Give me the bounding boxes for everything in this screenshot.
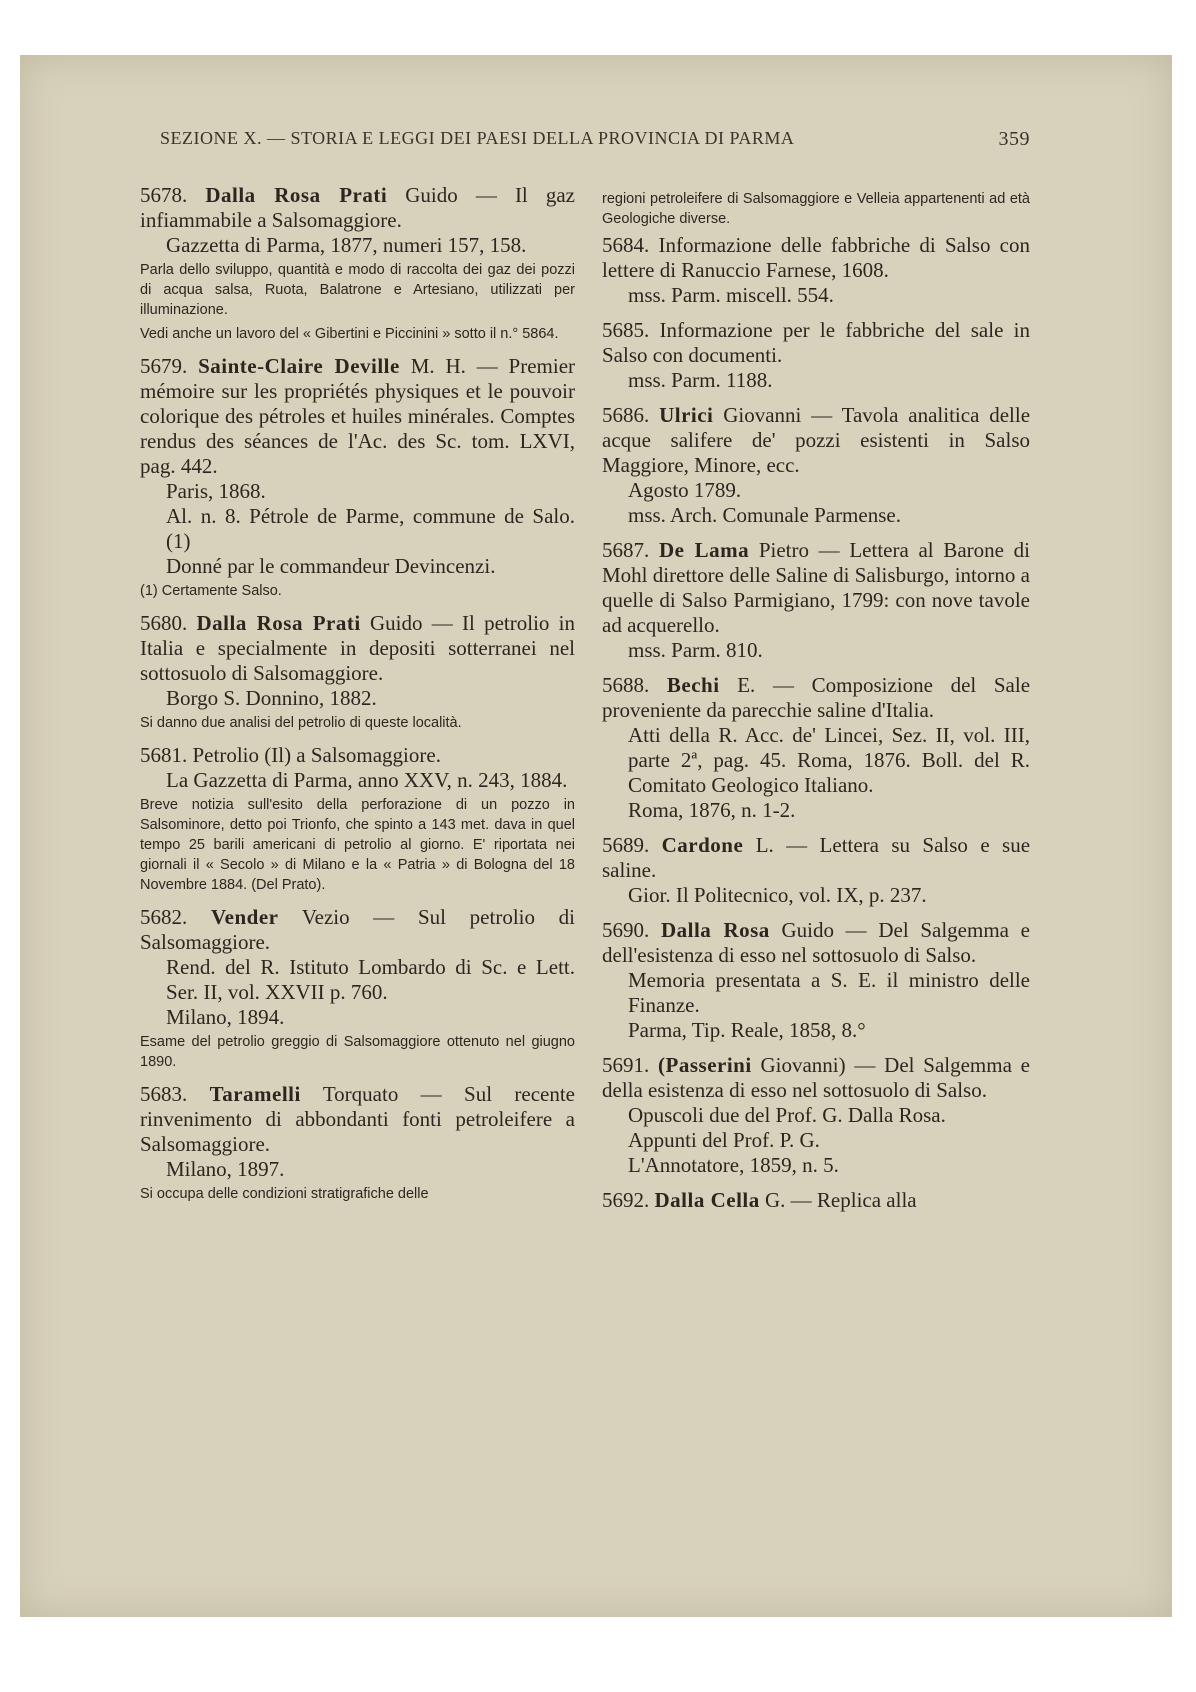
entry-imprint: Parma, Tip. Reale, 1858, 8.° [628,1018,866,1042]
bibliography-entry [140,1082,575,1204]
entry-imprint: Atti della R. Acc. de' Lincei, Sez. II, vol. III, parte 2ª, pag. 45. Roma, 1876. Boll. del R. Comitato Geologico Italiano. [628,723,1030,797]
entry-note: Si occupa delle condizioni stratigrafiche delle [140,1186,429,1202]
bibliography-entry [602,673,1030,823]
entry-author: De Lama [658,538,750,562]
entry-note: (1) Certamente Salso. [140,583,282,599]
bibliography-entry [602,318,1030,393]
entry-number: 5680. [140,611,188,635]
entry-imprint: Opuscoli due del Prof. G. Dalla Rosa. [628,1103,946,1127]
entry-number: 5686. [602,403,650,427]
bibliography-entry [602,918,1030,1043]
entry-number: 5678. [140,183,188,207]
entry-imprint: Al. n. 8. Pétrole de Parme, commune de Salo. (1) [166,504,575,553]
entry-number: 5683. [140,1082,188,1106]
bibliography-entry [602,233,1030,308]
entry-title: Informazione per le fabbriche del sale in Salso con documenti. [602,318,1030,367]
entry-imprint: mss. Parm. 1188. [628,368,773,392]
entry-heading [140,611,575,686]
entry-number: 5690. [602,918,650,942]
entry-heading [602,538,1030,638]
bibliography-entry [140,183,575,344]
entry-title: Petrolio (Il) a Salsomaggiore. [192,743,441,767]
entry-imprint: mss. Parm. miscell. 554. [628,283,834,307]
entry-title: Guido — Il petrolio in Italia e specialmente in depositi sotterranei nel sottosuolo di Salsomaggiore. [140,611,576,685]
entry-author: Ulrici [659,403,714,427]
entry-imprint: Borgo S. Donnino, 1882. [166,686,377,710]
entry-heading [602,1188,1030,1213]
entry-imprint: mss. Parm. 810. [628,638,763,662]
entry-imprint: mss. Arch. Comunale Parmense. [628,503,901,527]
entry-number: 5684. [602,233,650,257]
entry-title: L. — Lettera su Salso e sue saline. [602,833,1031,882]
entry-author: Bechi [666,673,720,697]
entry-number: 5689. [602,833,650,857]
entry-heading [140,1082,575,1157]
entry-title: Guido — Il gaz infiammabile a Salsomaggiore. [140,183,575,232]
bibliography-entry [140,743,575,895]
bibliography-entry [602,403,1030,528]
entry-note: Vedi anche un lavoro del « Gibertini e Piccinini » sotto il n.° 5864. [140,326,559,342]
bibliography-entry [140,905,575,1072]
entry-number: 5687. [602,538,650,562]
entry-author: Taramelli [209,1082,301,1106]
entry-imprint: Gior. Il Politecnico, vol. IX, p. 237. [628,883,927,907]
entry-number: 5681. [140,743,188,767]
entry-imprint: Milano, 1894. [166,1005,285,1029]
entry-author: (Passerini [658,1053,752,1077]
entry-author: Dalla Rosa [660,918,770,942]
entry-title: E. — Composizione del Sale proveniente da parecchie saline d'Italia. [602,673,1031,722]
entry-title: M. H. — Premier mémoire sur les propriétés physiques et le pouvoir colorique des pétroles et huiles minérales. Comptes rendus des séances de l'Ac. des Sc. tom. LXVI, pag. 442. [140,354,576,478]
entry-imprint: Milano, 1897. [166,1157,285,1181]
entry-heading [602,918,1030,968]
bibliography-entry [602,833,1030,908]
bibliography-entry [140,354,575,601]
entry-heading [602,1053,1030,1103]
entry-heading [602,403,1030,478]
bibliography-entry [602,1053,1030,1178]
entry-imprint: L'Annotatore, 1859, n. 5. [628,1153,839,1177]
entry-heading [140,183,575,233]
continued-note: regioni petroleifere di Salsomaggiore e Velleia appartenenti ad età Geologiche diverse. [602,191,1030,227]
entry-title: Torquato — Sul recente rinvenimento di abbondanti fonti petroleifere a Salsomaggiore. [140,1082,576,1156]
entry-author: Dalla Cella [654,1188,760,1212]
entry-heading [140,905,575,955]
right-column [602,187,1030,1223]
entry-imprint: Roma, 1876, n. 1-2. [628,798,796,822]
entry-imprint: Appunti del Prof. P. G. [628,1128,820,1152]
entry-note: Esame del petrolio greggio di Salsomaggiore ottenuto nel giugno 1890. [140,1034,575,1070]
entry-title: Pietro — Lettera al Barone di Mohl direttore delle Saline di Salisburgo, intorno a quelle di Salso Parmigiano, 1799: con nove tavole ad acquerello. [602,538,1030,637]
entry-note: Si danno due analisi del petrolio di queste località. [140,715,462,731]
entry-title: G. — Replica alla [765,1188,917,1212]
left-column [140,183,575,1214]
entry-note: Parla dello sviluppo, quantità e modo di raccolta dei gaz dei pozzi di acqua salsa, Ruota, Balatrone e Artesiano, utilizzati per illuminazione. [140,262,575,318]
entry-number: 5688. [602,673,650,697]
entry-imprint: Donné par le commandeur Devincenzi. [166,554,496,578]
entry-heading [602,673,1030,723]
entry-title: Guido — Del Salgemma e dell'esistenza di esso nel sottosuolo di Salso. [602,918,1030,967]
entry-imprint: Gazzetta di Parma, 1877, numeri 157, 158. [166,233,527,257]
entry-heading [140,354,575,479]
entry-author: Vender [210,905,279,929]
header-title: SEZIONE X. — STORIA E LEGGI DEI PAESI DELLA PROVINCIA DI PARMA [160,128,795,148]
entry-title: Vezio — Sul petrolio di Salsomaggiore. [140,905,576,954]
entry-number: 5685. [602,318,650,342]
entry-title: Giovanni) — Del Salgemma e della esistenza di esso nel sottosuolo di Salso. [602,1053,1031,1102]
running-header [160,128,1030,149]
entry-number: 5679. [140,354,188,378]
entry-imprint: Agosto 1789. [628,478,742,502]
page-number: 359 [998,128,1030,150]
entry-title: Giovanni — Tavola analitica delle acque salifere de' pozzi esistenti in Salso Maggiore, Minore, ecc. [602,403,1031,477]
bibliography-entry [602,1188,1030,1213]
entry-number: 5682. [140,905,188,929]
entry-number: 5692. [602,1188,650,1212]
entry-imprint: Rend. del R. Istituto Lombardo di Sc. e Lett. Ser. II, vol. XXVII p. 760. [166,955,575,1004]
entry-note: Breve notizia sull'esito della perforazione di un pozzo in Salsominore, detto poi Trionfo, che spinto a 143 met. dava in quel tempo 25 barili americani di petrolio al giorno. E' riportata nei giornali il « Secolo » di Milano e la « Patria » di Bologna del 18 Novembre 1884. (Del Prato). [140,797,575,893]
entry-title: Informazione delle fabbriche di Salso con lettere di Ranuccio Farnese, 1608. [602,233,1030,282]
entry-heading [602,833,1030,883]
bibliography-entry [602,538,1030,663]
entry-author: Sainte-Claire Deville [198,354,400,378]
entry-heading [602,233,1030,283]
entry-imprint: Memoria presentata a S. E. il ministro delle Finanze. [628,968,1030,1017]
entry-heading [602,318,1030,368]
entry-number: 5691. [602,1053,650,1077]
entry-author: Dalla Rosa Prati [205,183,388,207]
entry-imprint: Paris, 1868. [166,479,266,503]
entry-heading [140,743,575,768]
bibliography-entry [140,611,575,733]
entry-imprint: La Gazzetta di Parma, anno XXV, n. 243, 1884. [166,768,568,792]
entry-author: Dalla Rosa Prati [196,611,361,635]
entry-author: Cardone [661,833,744,857]
